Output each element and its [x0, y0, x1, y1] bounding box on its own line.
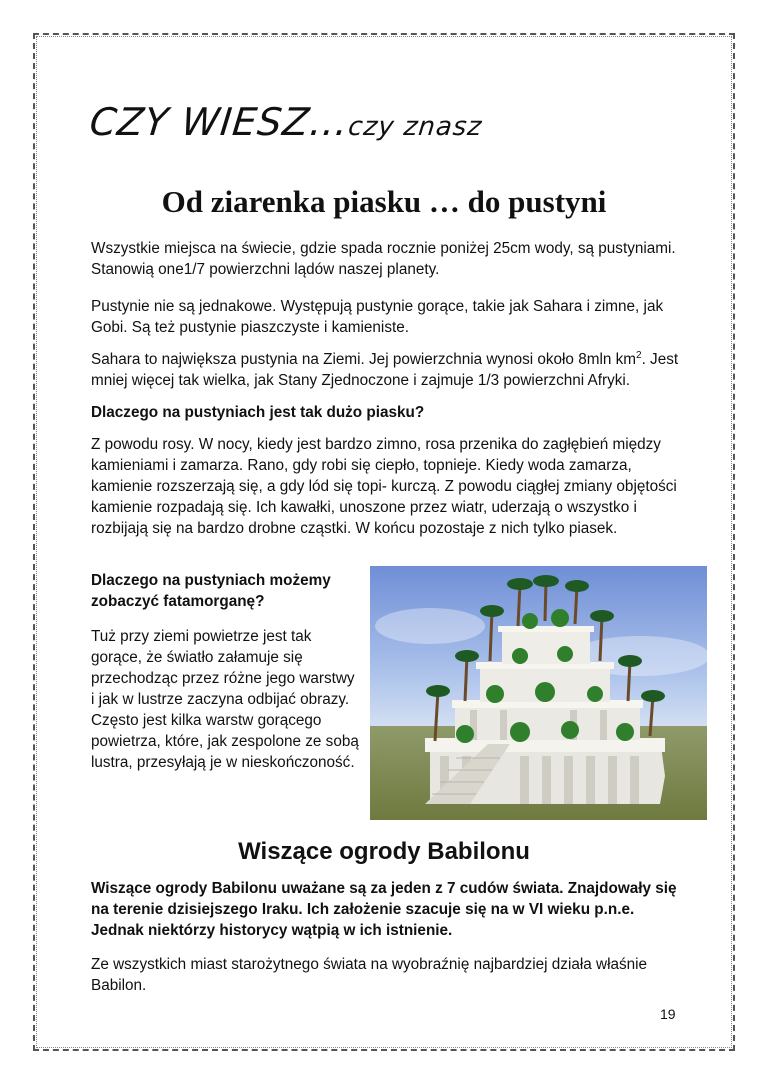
paragraph-2: Pustynie nie są jednakowe. Występują pustynie gorące, takie jak Sahara i zimne, jak Gobi. Są też pustynie piaszczyste i kamieniste.	[91, 298, 664, 336]
header-title-main: CZY WIESZ…	[87, 100, 352, 144]
header-title	[88, 100, 485, 144]
paragraph-1: Wszystkie miejsca na świecie, gdzie spada rocznie poniżej 25cm wody, są pustyniami. Stanowią one1/7 powierzchni lądów naszej planety.	[91, 240, 676, 278]
article-title: Od ziarenka piasku … do pustyni	[161, 184, 607, 219]
hanging-gardens-image	[370, 566, 707, 820]
question-sand: Dlaczego na pustyniach jest tak dużo piasku?	[91, 404, 425, 421]
babylon-paragraph: Ze wszystkich miast starożytnego świata na wyobraźnię najbardziej działa właśnie Babilon.	[91, 956, 648, 994]
answer-sand: Z powodu rosy. W nocy, kiedy jest bardzo zimno, rosa przenika do zagłębień między kamieniami i zamarza. Rano, gdy robi się ciepło, topnieje. Kiedy woda zamarza, kamienie rozszerzają się, a gdy lód się topi- kurczą. Z powodu ciągłej zmiany objętości kamienie rozpadają się. Ich kawałki, unoszone przez wiatr, uderzają o wszystko i rozbijają się na bardzo drobne cząstki. W końcu pozostaje z nich tylko piasek.	[91, 436, 677, 537]
page-number: 19	[660, 1006, 676, 1022]
paragraph-3-a: Sahara to największa pustynia na Ziemi. Jej powierzchnia wynosi około 8mln km	[91, 351, 636, 368]
answer-mirage: Tuż przy ziemi powietrze jest tak gorące, że światło załamuje się przechodząc przez różne jego warstwy i jak w lustrze zaczyna odbijać obrazy. Często jest kilka warstw gorącego powietrza, które, jak zespolone ze sobą lustra, przesyłają je w nieskończoność.	[91, 628, 359, 771]
section-title-babylon: Wiszące ogrody Babilonu	[238, 838, 530, 865]
question-mirage: Dlaczego na pustyniach możemy zobaczyć fatamorganę?	[91, 572, 331, 610]
superscript: 2	[636, 349, 642, 361]
hanging-gardens-illustration	[370, 566, 707, 820]
paragraph-3-b: . Jest mniej więcej tak wielka, jak Stany Zjednoczone i zajmuje 1/3 powierzchni Afryki.	[91, 351, 679, 389]
header-title-small: czy znasz	[346, 112, 484, 142]
paragraph-3	[91, 349, 691, 391]
babylon-lead: Wiszące ogrody Babilonu uważane są za jeden z 7 cudów świata. Znajdowały się na terenie dzisiejszego Iraku. Ich założenie szacuje się na w VI wieku p.n.e. Jednak niektórzy historycy wątpią w ich istnienie.	[91, 880, 677, 939]
